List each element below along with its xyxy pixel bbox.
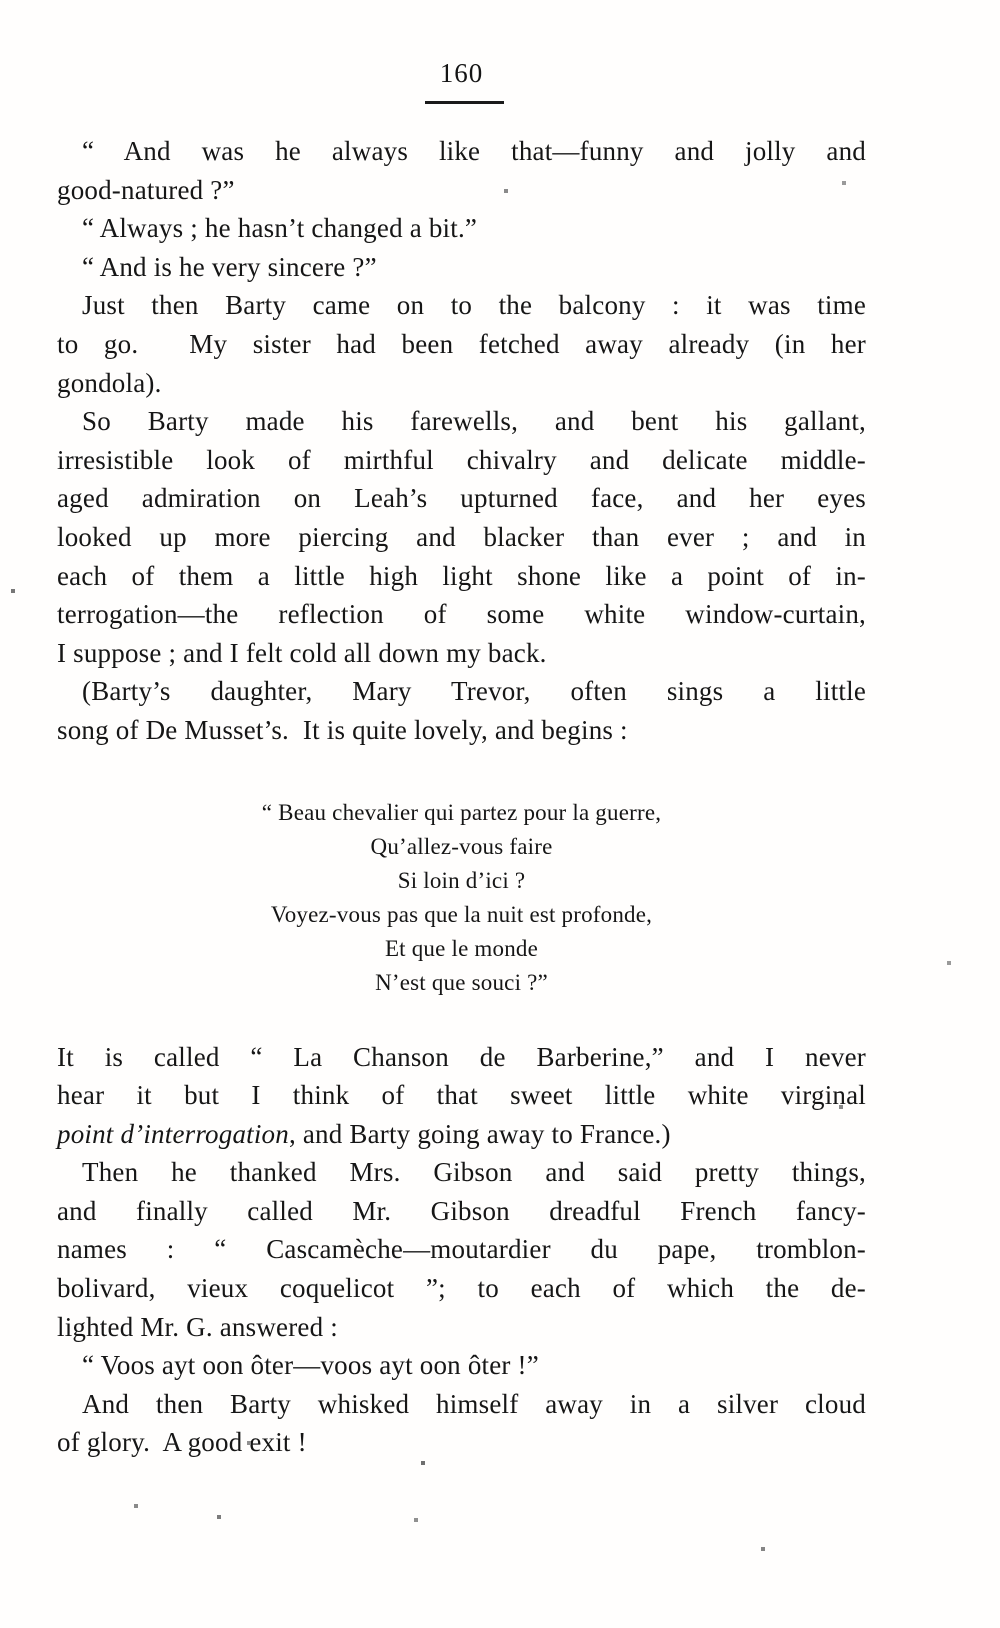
text-line [57,1076,866,1115]
text-line [57,441,866,480]
text-segment: and finally called Mr. Gibson dreadful French fancy- [57,1195,866,1226]
paragraph [57,132,866,209]
verse-block [57,796,866,1000]
page-number: 160 [439,58,484,88]
verse-line [57,966,866,1000]
text-line [57,518,866,557]
text-line [57,1423,866,1462]
text-segment: looked up more piercing and blacker than ever ; and in [57,521,866,552]
paragraph [57,402,866,672]
text-segment: aged admiration on Leah’s upturned face, and her eyes [57,483,866,514]
paragraph [57,1153,866,1346]
text-line [57,209,866,248]
text-segment: bolivard, vieux coquelicot ”; to each of which the de- [57,1273,866,1304]
paragraph [57,1346,866,1385]
text-line [57,1230,866,1269]
text-segment: “ Always ; he hasn’t changed a bit.” [82,213,478,244]
text-segment: to go. My sister had been fetched away already (in her [57,328,866,359]
paragraph [57,1038,866,1154]
text-line [57,557,866,596]
paragraph [57,672,866,749]
text-line [57,1308,866,1347]
text-line [57,711,866,750]
text-line [57,1115,866,1154]
text-segment: Qu’allez-vous faire [370,833,553,859]
text-line [57,479,866,518]
text-segment: names : “ Cascamèche—moutardier du pape, tromblon- [57,1234,866,1265]
text-segment: song of De Musset’s. It is quite lovely, and begins : [57,714,628,745]
text-line [57,248,866,287]
text-segment: good-natured ?” [57,174,235,205]
text-line [57,171,866,210]
text-segment: gondola). [57,367,162,398]
text-line [57,634,866,673]
italic-text: point d’interrogation [57,1118,289,1149]
text-line [57,286,866,325]
text-line [57,1153,866,1192]
text-line [57,325,866,364]
text-line [57,1346,866,1385]
text-line [57,402,866,441]
text-segment: “ Voos ayt oon ôter—voos ayt oon ôter !” [82,1350,539,1381]
text-segment: “ And is he very sincere ?” [82,251,377,282]
text-segment: lighted Mr. G. answered : [57,1311,338,1342]
text-segment: I suppose ; and I felt cold all down my back. [57,637,547,668]
text-segment: Voyez-vous pas que la nuit est profonde, [270,901,653,927]
verse-line [57,830,866,864]
text-segment: “ Beau chevalier qui partez pour la guerre, [261,799,662,825]
text-segment: , and Barty going away to France.) [288,1118,671,1149]
text-segment: (Barty’s daughter, Mary Trevor, often sings a little [82,676,866,707]
text-line [57,132,866,171]
scan-speckles [0,0,2,2]
text-segment: N’est que souci ?” [375,969,548,995]
text-line [57,1192,866,1231]
text-line [57,595,866,634]
text-line [57,1038,866,1077]
text-segment: hear it but I think of that sweet little white virginal [57,1080,866,1111]
text-segment: Et que le monde [384,935,539,961]
text-segment: And then Barty whisked himself away in a silver cloud [82,1388,866,1419]
text-segment: Si loin d’ici ? [397,867,526,893]
paragraph [57,1385,866,1462]
paragraph [57,248,866,287]
verse-line [57,864,866,898]
text-segment: It is called “ La Chanson de Barberine,” and I never [57,1041,866,1072]
text-line [57,364,866,403]
text-segment: Then he thanked Mrs. Gibson and said pretty things, [82,1157,866,1188]
verse-line [57,796,866,830]
text-segment: of glory. A good exit ! [57,1427,307,1458]
paragraph [57,209,866,248]
page-content [57,0,866,1462]
text-segment: “ And was he always like that—funny and jolly and [82,136,866,166]
text-segment: So Barty made his farewells, and bent his gallant, [82,406,866,437]
text-segment: each of them a little high light shone like a point of in- [57,560,866,591]
text-line [57,672,866,711]
text-segment: terrogation—the reflection of some white window-curtain, [57,599,866,630]
text-line [57,1385,866,1424]
paragraph [57,286,866,402]
text-line [57,1269,866,1308]
verse-line [57,932,866,966]
text-segment: irresistible look of mirthful chivalry and delicate middle- [57,444,866,475]
text-segment: Just then Barty came on to the balcony : it was time [82,290,866,321]
verse-line [57,898,866,932]
